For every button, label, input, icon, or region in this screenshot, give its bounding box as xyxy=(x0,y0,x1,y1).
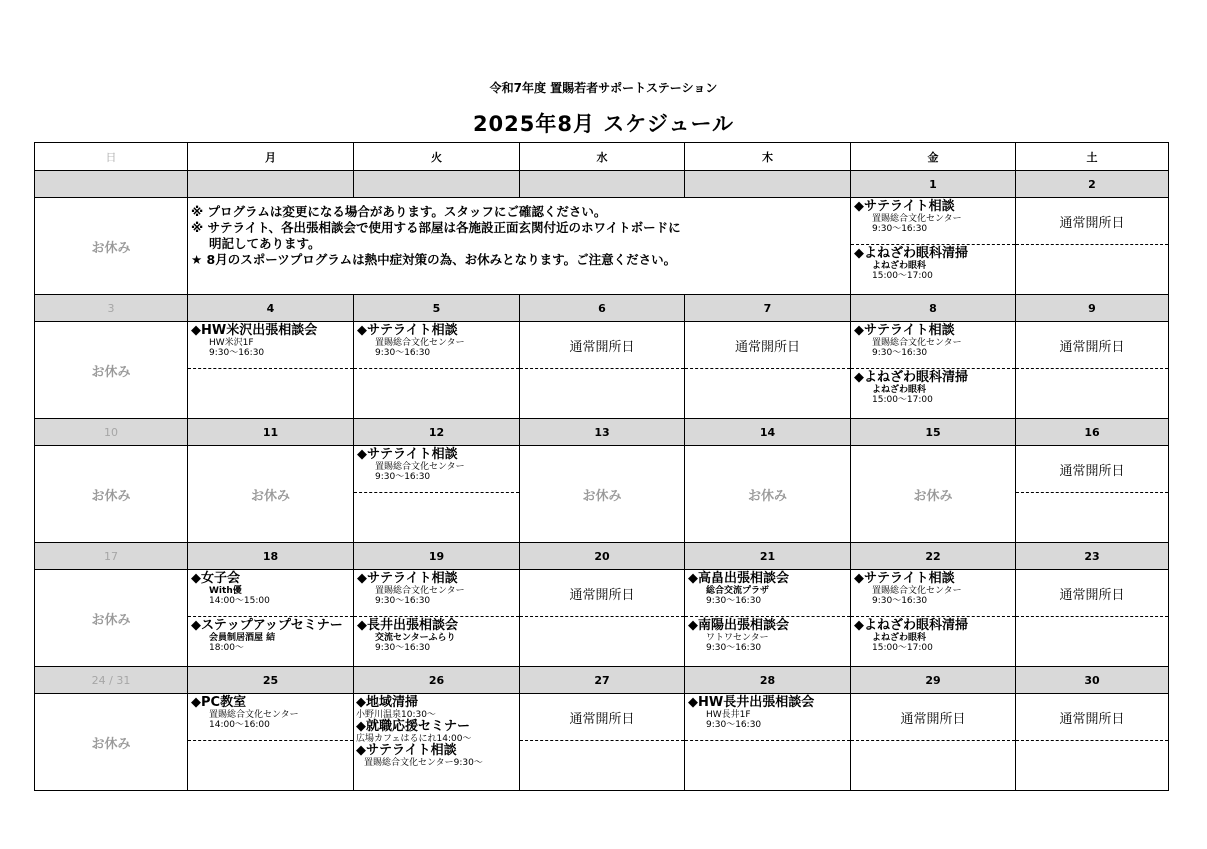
day-6-cell xyxy=(520,322,685,419)
day-7-cell xyxy=(685,322,851,419)
date-cell: 7 xyxy=(685,295,851,322)
weekday-header-row xyxy=(35,143,1169,171)
date-cell xyxy=(35,171,188,198)
date-cell: 13 xyxy=(520,419,685,446)
open-day-label: 通常開所日 xyxy=(520,694,684,741)
closed-label: お休み xyxy=(35,694,188,791)
event-hw-yonezawa: ◆HW米沢出張相談会 HW米沢1F 9:30～16:30 xyxy=(188,322,353,369)
event-community-cleanup: ◆地域清掃 xyxy=(356,695,418,710)
event-stepup-seminar: ◆ステップアップセミナー 会員制居酒屋 結 18:00～ xyxy=(191,618,343,653)
date-cell: 3 xyxy=(35,295,188,322)
event-row-week3 xyxy=(35,446,1169,543)
date-cell: 21 xyxy=(685,543,851,570)
closed-label: お休み xyxy=(685,446,851,543)
date-cell: 24 / 31 xyxy=(35,667,188,694)
date-cell: 22 xyxy=(851,543,1016,570)
date-cell: 27 xyxy=(520,667,685,694)
open-day-label: 通常開所日 xyxy=(1016,322,1168,369)
day-29-cell xyxy=(851,694,1016,791)
closed-label: お休み xyxy=(35,322,188,419)
weekday-sun: 日 xyxy=(35,143,188,171)
notice-line-4: ★ 8月のスポーツプログラムは熱中症対策の為、お休みとなります。ご注意ください。 xyxy=(191,252,677,267)
page-title: 2025年8月 スケジュール xyxy=(472,112,735,136)
day-1-cell xyxy=(851,198,1016,295)
date-cell: 9 xyxy=(1016,295,1169,322)
day-16-cell xyxy=(1016,446,1169,543)
event-satellite: ◆サテライト相談 xyxy=(356,743,457,758)
open-day-label: 通常開所日 xyxy=(1016,198,1168,245)
date-cell: 16 xyxy=(1016,419,1169,446)
event-nagai: ◆長井出張相談会 交流センターふらり 9:30～16:30 xyxy=(357,618,458,653)
notice-line-3: 明記してあります。 xyxy=(209,236,321,251)
closed-label: お休み xyxy=(188,446,354,543)
weekday-fri: 金 xyxy=(851,143,1016,171)
closed-label: お休み xyxy=(35,570,188,667)
event-row-week1 xyxy=(35,198,1169,295)
day-12-cell xyxy=(354,446,520,543)
date-row-week1 xyxy=(35,171,1169,198)
day-28-cell xyxy=(685,694,851,791)
date-cell: 26 xyxy=(354,667,520,694)
open-day-label: 通常開所日 xyxy=(1016,694,1168,741)
date-row-week2 xyxy=(35,295,1169,322)
date-cell: 17 xyxy=(35,543,188,570)
open-day-label: 通常開所日 xyxy=(520,570,684,617)
event-satellite: ◆サテライト相談 置賜総合文化センター 9:30～16:30 xyxy=(354,446,519,493)
weekday-wed: 水 xyxy=(520,143,685,171)
date-cell: 14 xyxy=(685,419,851,446)
notice-cell xyxy=(188,198,851,295)
closed-label: お休み xyxy=(520,446,685,543)
closed-label: お休み xyxy=(35,446,188,543)
day-21-cell xyxy=(685,570,851,667)
date-cell: 15 xyxy=(851,419,1016,446)
notice-line-2: ※ サテライト、各出張相談会で使用する部屋は各施設正面玄関付近のホワイトボードに xyxy=(191,220,681,235)
weekday-mon: 月 xyxy=(188,143,354,171)
day-25-cell xyxy=(188,694,354,791)
weekday-sat: 土 xyxy=(1016,143,1169,171)
event-takahata: ◆高畠出張相談会 総合交流プラザ 9:30～16:30 xyxy=(685,570,850,617)
open-day-label: 通常開所日 xyxy=(1016,570,1168,617)
date-cell: 28 xyxy=(685,667,851,694)
closed-label: お休み xyxy=(35,198,188,295)
event-satellite: ◆サテライト相談 置賜総合文化センター 9:30～16:30 xyxy=(354,570,519,617)
event-yonezawa-eye: ◆よねざわ眼科清掃 よねざわ眼科 15:00～17:00 xyxy=(854,370,968,405)
date-cell: 10 xyxy=(35,419,188,446)
date-cell xyxy=(354,171,520,198)
date-cell: 11 xyxy=(188,419,354,446)
day-22-cell xyxy=(851,570,1016,667)
event-satellite: ◆サテライト相談 置賜総合文化センター 9:30～16:30 xyxy=(851,198,1015,245)
event-joshikai: ◆女子会 With優 14:00～15:00 xyxy=(188,570,353,617)
event-row-week5 xyxy=(35,694,1169,791)
event-satellite: ◆サテライト相談 置賜総合文化センター 9:30～16:30 xyxy=(851,570,1015,617)
weekday-tue: 火 xyxy=(354,143,520,171)
event-satellite: ◆サテライト相談 置賜総合文化センター 9:30～16:30 xyxy=(354,322,519,369)
date-cell: 4 xyxy=(188,295,354,322)
date-cell: 23 xyxy=(1016,543,1169,570)
weekday-thu: 木 xyxy=(685,143,851,171)
date-row-week3 xyxy=(35,419,1169,446)
date-cell xyxy=(685,171,851,198)
day-19-cell xyxy=(354,570,520,667)
day-30-cell xyxy=(1016,694,1169,791)
date-row-week4 xyxy=(35,543,1169,570)
date-cell: 30 xyxy=(1016,667,1169,694)
day-27-cell xyxy=(520,694,685,791)
date-cell: 5 xyxy=(354,295,520,322)
date-cell: 8 xyxy=(851,295,1016,322)
event-row-week2 xyxy=(35,322,1169,419)
open-day-label: 通常開所日 xyxy=(520,322,684,369)
open-day-label: 通常開所日 xyxy=(851,694,1015,741)
date-cell: 1 xyxy=(851,171,1016,198)
event-row-week4 xyxy=(35,570,1169,667)
schedule-calendar xyxy=(34,142,1169,791)
day-8-cell xyxy=(851,322,1016,419)
event-yonezawa-eye: ◆よねざわ眼科清掃 よねざわ眼科 15:00～17:00 xyxy=(854,246,968,281)
date-cell xyxy=(188,171,354,198)
event-pc-class: ◆PC教室 置賜総合文化センター 14:00～16:00 xyxy=(188,694,353,741)
day-23-cell xyxy=(1016,570,1169,667)
date-cell: 2 xyxy=(1016,171,1169,198)
open-day-label: 通常開所日 xyxy=(1016,446,1168,493)
notice-text xyxy=(188,198,850,268)
event-hw-nagai: ◆HW長井出張相談会 HW長井1F 9:30～16:30 xyxy=(685,694,850,741)
date-cell: 19 xyxy=(354,543,520,570)
day-26-events: ◆地域清掃 小野川温泉10:30～ ◆就職応援セミナー 広場カフェはるにれ14:00～ ◆サテライト相談 置賜総合文化センター9:30～ xyxy=(354,694,519,768)
day-5-cell xyxy=(354,322,520,419)
day-18-cell xyxy=(188,570,354,667)
event-nanyo: ◆南陽出張相談会 ワトワセンター 9:30～16:30 xyxy=(688,618,789,653)
closed-label: お休み xyxy=(851,446,1016,543)
event-yonezawa-eye: ◆よねざわ眼科清掃 よねざわ眼科 15:00～17:00 xyxy=(854,618,968,653)
notice-line-1: ※ プログラムは変更になる場合があります。スタッフにご確認ください。 xyxy=(191,204,607,219)
day-9-cell xyxy=(1016,322,1169,419)
day-2-cell xyxy=(1016,198,1169,295)
day-4-cell xyxy=(188,322,354,419)
date-cell: 20 xyxy=(520,543,685,570)
date-cell: 25 xyxy=(188,667,354,694)
open-day-label: 通常開所日 xyxy=(685,322,850,369)
event-job-seminar: ◆就職応援セミナー xyxy=(356,719,470,734)
event-satellite: ◆サテライト相談 置賜総合文化センター 9:30～16:30 xyxy=(851,322,1015,369)
date-cell: 18 xyxy=(188,543,354,570)
day-26-cell xyxy=(354,694,520,791)
date-cell xyxy=(520,171,685,198)
date-cell: 29 xyxy=(851,667,1016,694)
date-row-week5 xyxy=(35,667,1169,694)
date-cell: 12 xyxy=(354,419,520,446)
date-cell: 6 xyxy=(520,295,685,322)
page-subtitle: 令和7年度 置賜若者サポートステーション xyxy=(489,81,718,95)
day-20-cell xyxy=(520,570,685,667)
